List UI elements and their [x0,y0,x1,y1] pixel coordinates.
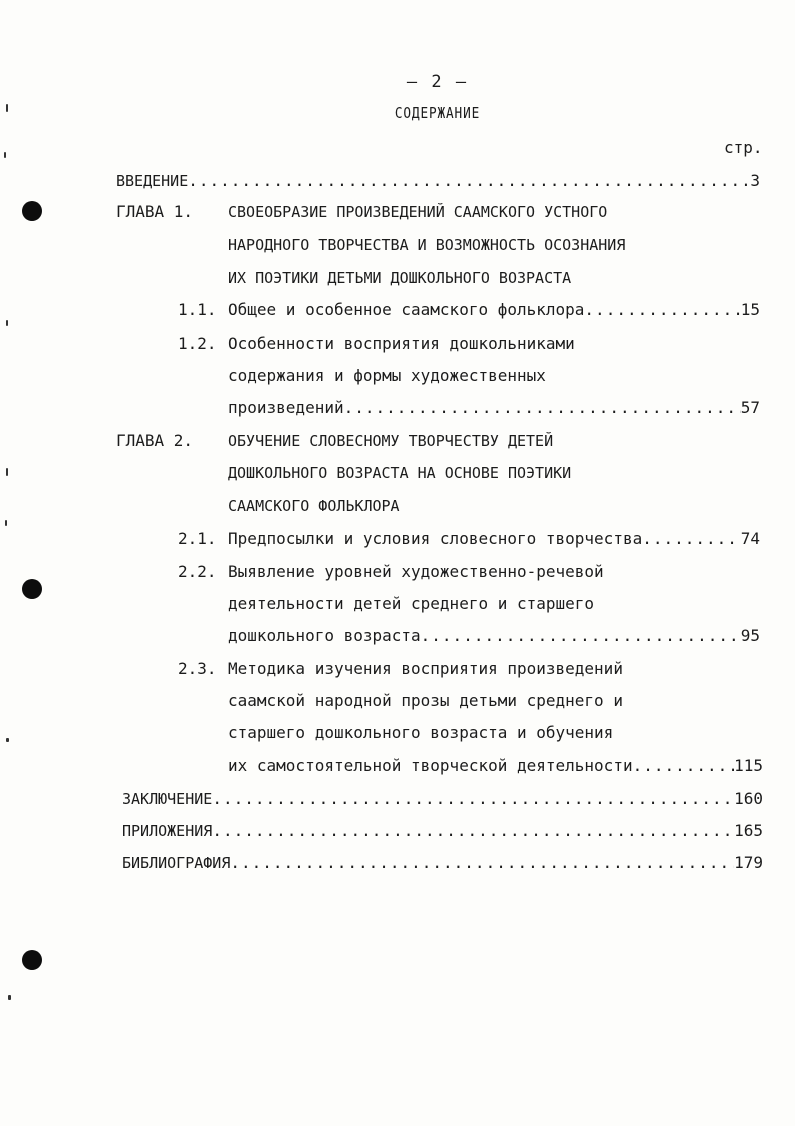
leader-dots [212,820,734,842]
leader-dots [188,170,750,192]
toc-entry-intro[interactable] [116,170,760,194]
section-number: 2.3. [178,659,217,678]
toc-page-number: 15 [740,300,760,319]
chapter-1-title-line[interactable]: НАРОДНОГО ТВОРЧЕСТВА И ВОЗМОЖНОСТЬ ОСОЗНАНИЯ [228,236,626,254]
section-2-2-line[interactable]: деятельности детей среднего и старшего [228,594,595,613]
chapter-2-title-line[interactable]: ОБУЧЕНИЕ СЛОВЕСНОМУ ТВОРЧЕСТВУ ДЕТЕЙ [228,432,554,450]
section-number: 2.2. [178,562,217,581]
toc-entry-bibliography[interactable] [122,852,763,876]
toc-page-number: 115 [734,756,763,775]
chapter-1-label: ГЛАВА 1. [116,202,194,221]
toc-page-number: 179 [734,853,763,872]
toc-page-number: 165 [734,821,763,840]
chapter-1-title-line[interactable]: СВОЕОБРАЗИЕ ПРОИЗВЕДЕНИЙ СААМСКОГО УСТНОГО [228,203,608,221]
section-2-3-line[interactable]: старшего дошкольного возраста и обучения [228,723,614,742]
section-1-2-line[interactable]: содержания и формы художественных [228,366,546,385]
margin-speck [6,320,8,326]
leader-dots [642,528,741,550]
toc-page-number: 57 [740,398,760,417]
page-title: СОДЕРЖАНИЕ [394,104,481,122]
section-2-3-line[interactable]: Методика изучения восприятия произведений [228,659,623,678]
section-number: 2.1. [178,529,217,548]
section-number: 1.1. [178,300,217,319]
toc-page-number: 74 [740,529,760,548]
margin-speck [6,468,8,476]
toc-entry-section-1-1[interactable] [228,299,760,323]
section-2-2-line[interactable]: Выявление уровней художественно-речевой [228,562,604,581]
section-number: 1.2. [178,334,217,353]
margin-speck [8,995,11,1000]
punch-hole-bottom [22,950,42,970]
section-2-3-line[interactable]: саамской народной прозы детьми среднего и [228,691,623,710]
toc-entry-label: ПРИЛОЖЕНИЯ [122,822,213,840]
margin-speck [6,104,8,112]
leader-dots [344,397,741,419]
chapter-1-title-line[interactable]: ИХ ПОЭТИКИ ДЕТЬМИ ДОШКОЛЬНОГО ВОЗРАСТА [228,269,572,287]
chapter-2-label: ГЛАВА 2. [116,431,194,450]
punch-hole-middle [22,579,42,599]
toc-entry-label: Общее и особенное саамского фольклора [228,300,585,319]
leader-dots [633,755,735,777]
toc-entry-section-2-3[interactable] [228,755,763,779]
punch-hole-top [22,201,42,221]
margin-speck [6,738,9,742]
page-number: – 2 – [406,72,469,92]
section-1-2-line[interactable]: Особенности восприятия дошкольниками [228,334,575,353]
leader-dots [584,299,740,321]
chapter-2-title-line[interactable]: СААМСКОГО ФОЛЬКЛОРА [228,497,400,515]
page-column-header: стр. [724,138,763,157]
toc-entry-label: БИБЛИОГРАФИЯ [122,854,231,872]
toc-entry-label: произведений [228,398,344,417]
chapter-2-title-line[interactable]: ДОШКОЛЬНОГО ВОЗРАСТА НА ОСНОВЕ ПОЭТИКИ [228,464,572,482]
toc-entry-label: их самостоятельной творческой деятельности [228,756,633,775]
leader-dots [421,625,741,647]
leader-dots [230,852,734,874]
toc-page-number: 160 [734,789,763,808]
toc-entry-appendices[interactable] [122,820,763,844]
toc-entry-label: ВВЕДЕНИЕ [116,172,189,190]
margin-speck [5,520,7,526]
toc-page-number: 3 [750,171,760,190]
leader-dots [212,788,734,810]
toc-entry-label: Предпосылки и условия словесного творчества [228,529,643,548]
toc-entry-conclusion[interactable] [122,788,763,812]
toc-entry-section-2-1[interactable] [228,528,760,552]
toc-entry-section-1-2[interactable] [228,397,760,421]
toc-entry-section-2-2[interactable] [228,625,760,649]
toc-page-number: 95 [740,626,760,645]
toc-entry-label: ЗАКЛЮЧЕНИЕ [122,790,213,808]
toc-entry-label: дошкольного возраста [228,626,421,645]
margin-speck [4,152,6,158]
